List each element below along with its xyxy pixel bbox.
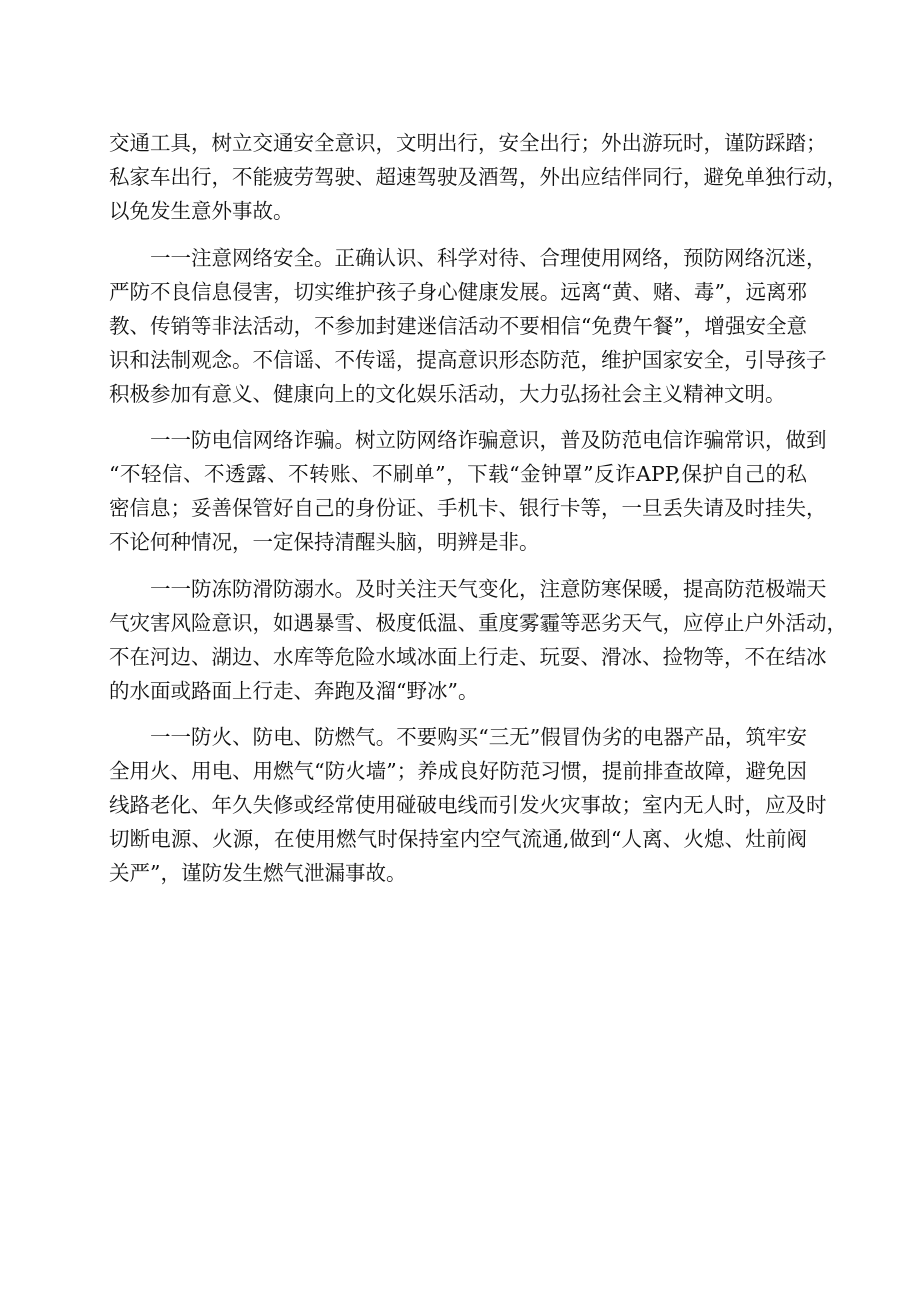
paragraph-network-safety xyxy=(109,241,827,411)
text-line: 关严”，谨防发生燃气泄漏事故。 xyxy=(109,861,407,885)
text-line: “不轻信、不透露、不转账、不刷单”，下载“金钟罩”反诈APP,保护自己的私 xyxy=(109,462,807,486)
text-line: 严防不良信息侵害，切实维护孩子身心健康发展。远离“黄、赌、毒”，远离邪 xyxy=(109,279,807,304)
text-line: 以免发生意外事故。 xyxy=(109,199,294,223)
text-line: 不在河边、湖边、水库等危险水域冰面上行走、玩耍、滑冰、捡物等，不在结冰 xyxy=(109,644,827,669)
text-line: 一一防电信网络诈骗。树立防网络诈骗意识，普及防范电信诈骗常识，做到 xyxy=(109,428,827,452)
text-line: 私家车出行，不能疲劳驾驶、超速驾驶及酒驾，外出应结伴同行，避免单独行动， xyxy=(109,165,847,189)
paragraph-fire-electric-gas xyxy=(109,720,827,890)
text-line: 密信息；妥善保管好自己的身份证、手机卡、银行卡等，一旦丢失请及时挂失， xyxy=(109,496,827,520)
text-line: 的水面或路面上行走、奔跑及溜“野冰”。 xyxy=(109,678,479,703)
text-line: 一一防冻防滑防溺水。及时关注天气变化，注意防寒保暖，提高防范极端天 xyxy=(109,576,827,601)
text-line: 不论何种情况，一定保持清醒头脑，明辨是非。 xyxy=(109,530,540,554)
text-line: 切断电源、火源，在使用燃气时保持室内空气流通,做到“人离、火熄、灶前阀 xyxy=(109,827,807,851)
text-line: 一一注意网络安全。正确认识、科学对待、合理使用网络，预防网络沉迷， xyxy=(109,245,827,270)
text-line: 积极参加有意义、健康向上的文化娱乐活动，大力弘扬社会主义精神文明。 xyxy=(109,381,786,406)
text-line: 交通工具，树立交通安全意识，文明出行，安全出行；外出游玩时，谨防踩踏； xyxy=(109,131,827,155)
text-line: 气灾害风险意识，如遇暴雪、极度低温、重度雾霾等恶劣天气，应停止户外活动， xyxy=(109,610,847,635)
document-page xyxy=(109,126,847,890)
text-line: 一一防火、防电、防燃气。不要购买“三无”假冒伪劣的电器产品，筑牢安 xyxy=(109,725,807,749)
paragraph-transport-safety xyxy=(109,126,847,228)
text-line: 全用火、用电、用燃气“防火墙”；养成良好防范习惯，提前排查故障，避免因 xyxy=(109,759,807,783)
text-line: 教、传销等非法活动，不参加封建迷信活动不要相信“免费午餐”，增强安全意 xyxy=(109,313,807,338)
paragraph-telecom-fraud xyxy=(109,423,827,559)
text-line: 线路老化、年久失修或经常使用碰破电线而引发火灾事故；室内无人时，应及时 xyxy=(109,793,827,817)
text-line: 识和法制观念。不信谣、不传谣，提高意识形态防范，维护国家安全，引导孩子 xyxy=(109,347,827,372)
paragraph-freeze-slip-drowning xyxy=(109,572,847,708)
